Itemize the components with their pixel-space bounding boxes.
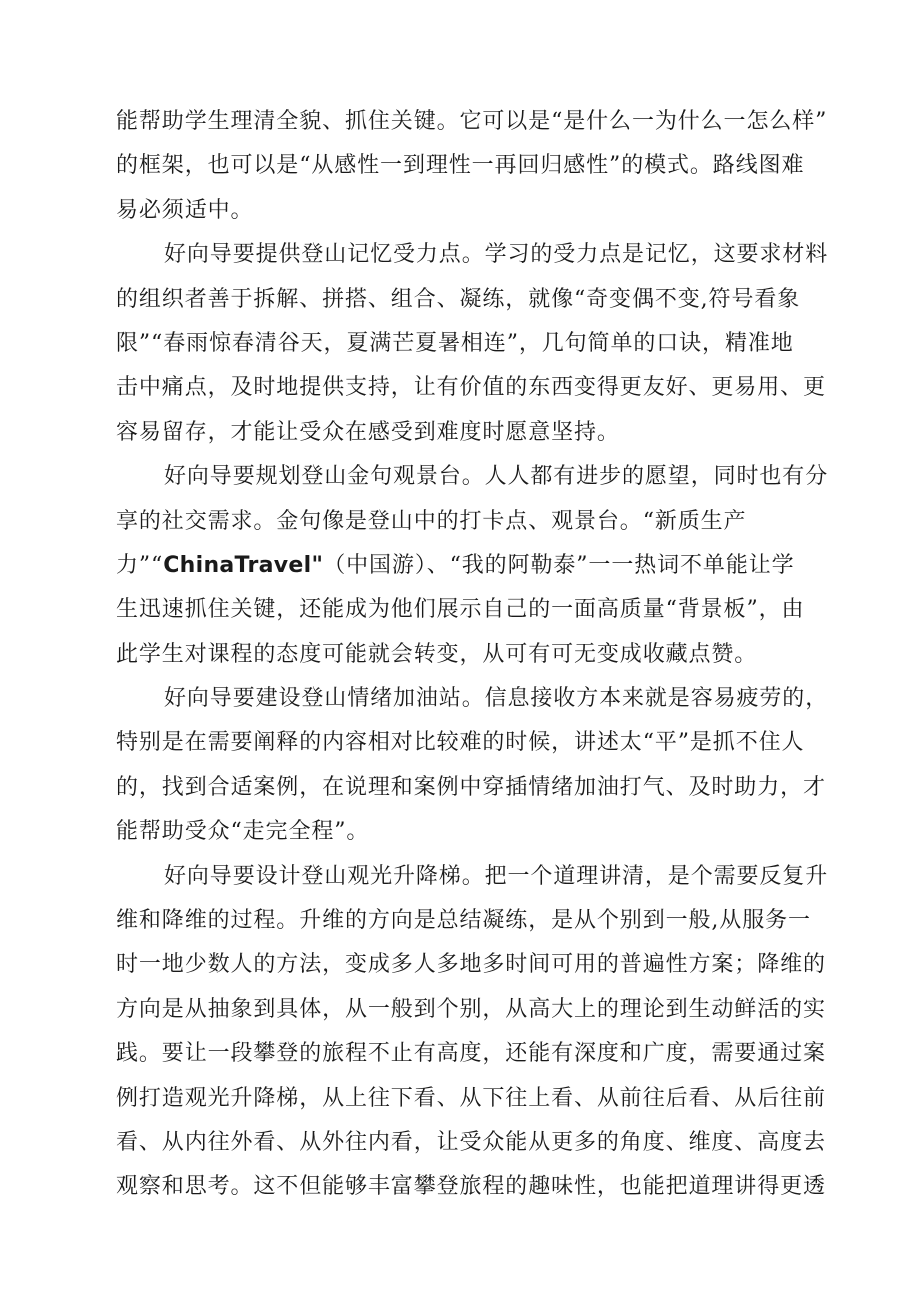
paragraph-memory-first-line: 好向导要提供登山记忆受力点。学习的受力点是记忆，这要求材料 xyxy=(164,242,829,268)
text-line-with-latin xyxy=(116,544,832,588)
text-line: 的，找到合适案例，在说理和案例中穿插情绪加油打气、及时助力，才 xyxy=(116,774,826,800)
text-line: 生迅速抓住关键，还能成为他们展示自己的一面高质量“背景板”，由 xyxy=(116,597,805,623)
paragraph-viewpoint-first-line: 好向导要规划登山金句观景台。人人都有进步的愿望，同时也有分 xyxy=(164,464,829,490)
text-fragment: 力”“ xyxy=(116,552,164,578)
text-line: 易必须适中。 xyxy=(116,197,254,223)
text-fragment: （中国游）、“我的阿勒泰”一一热词不单能让学 xyxy=(323,552,795,578)
text-line: 容易留存，才能让受众在感受到难度时愿意坚持。 xyxy=(116,419,620,445)
text-line: 的框架，也可以是“从感性一到理性一再回归感性”的模式。路线图难 xyxy=(116,153,805,179)
text-line: 享的社交需求。金句像是登山中的打卡点、观景台。“新质生产 xyxy=(116,508,747,534)
text-line: 践。要让一段攀登的旅程不止有高度，还能有深度和广度，需要通过案 xyxy=(116,1041,826,1067)
text-line: 击中痛点，及时地提供支持，让有价值的东西变得更友好、更易用、更 xyxy=(116,375,826,401)
text-line: 方向是从抽象到具体，从一般到个别，从高大上的理论到生动鲜活的实 xyxy=(116,996,826,1022)
text-line: 的组织者善于拆解、拼搭、组合、凝练，就像“奇变偶不变,符号看象 xyxy=(116,286,801,312)
latin-term: ChinaTravel" xyxy=(163,552,324,578)
article-body xyxy=(116,100,832,1210)
text-line: 维和降维的过程。升维的方向是总结凝练，是从个别到一般,从服务一 xyxy=(116,908,811,934)
text-line: 时一地少数人的方法，变成多人多地多时间可用的普遍性方案；降维的 xyxy=(116,952,826,978)
text-line: 观察和思考。这不但能够丰富攀登旅程的趣味性，也能把道理讲得更透 xyxy=(116,1174,826,1200)
text-line: 特别是在需要阐释的内容相对比较难的时候，讲述太“平”是抓不住人 xyxy=(116,730,805,756)
paragraph-emotion-first-line: 好向导要建设登山情绪加油站。信息接收方本来就是容易疲劳的， xyxy=(164,686,829,712)
text-line: 能帮助学生理清全貌、抓住关键。它可以是“是什么一为什么一怎么样” xyxy=(116,109,828,134)
text-line: 限”“春雨惊春清谷天，夏满芒夏暑相连”，几句简单的口诀，精准地 xyxy=(116,330,794,356)
text-line: 此学生对课程的态度可能就会转变，从可有可无变成收藏点赞。 xyxy=(116,641,758,667)
text-line: 看、从内往外看、从外往内看，让受众能从更多的角度、维度、高度去 xyxy=(116,1129,826,1155)
text-line: 能帮助受众“走完全程”。 xyxy=(116,819,370,845)
paragraph-elevator-first-line: 好向导要设计登山观光升降梯。把一个道理讲清，是个需要反复升 xyxy=(164,863,829,889)
text-line: 例打造观光升降梯，从上往下看、从下往上看、从前往后看、从后往前 xyxy=(116,1085,826,1111)
